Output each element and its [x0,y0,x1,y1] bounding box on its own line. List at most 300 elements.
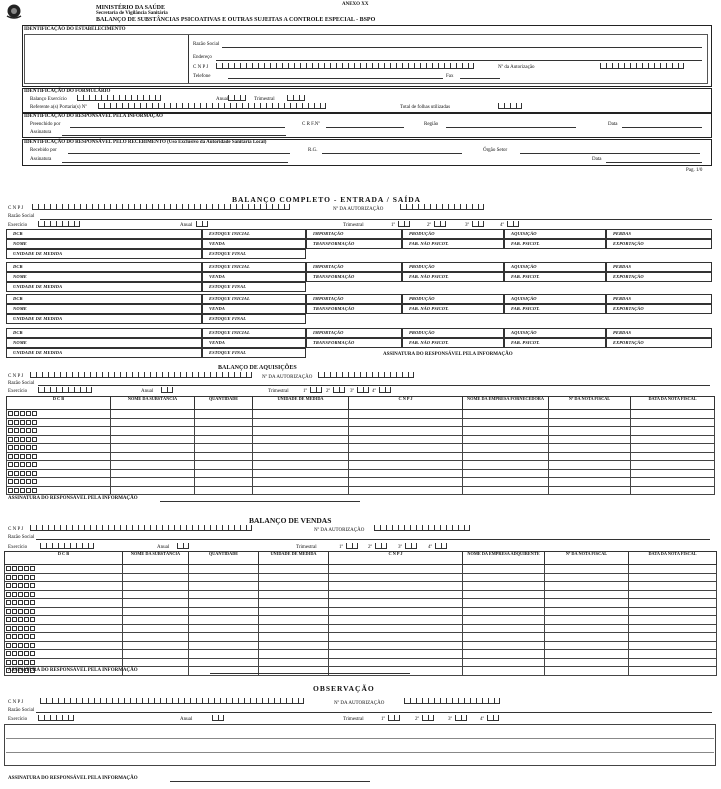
vd-cell[interactable] [329,650,463,659]
vd-cell[interactable] [5,633,123,642]
trimestral-checkbox[interactable] [287,95,305,102]
vd-cell[interactable] [123,641,189,650]
digit-box[interactable] [26,411,31,416]
aq-cell[interactable] [111,461,195,470]
aq-cell[interactable] [7,469,111,478]
aq-cell[interactable] [631,461,715,470]
vd-q2-checkbox[interactable] [375,543,387,550]
digit-box[interactable] [12,626,17,631]
aq-cell[interactable] [349,435,463,444]
vd-exercicio-input[interactable] [40,543,94,550]
vd-cnpj-input[interactable] [30,525,252,532]
digit-box[interactable] [20,488,25,493]
aq-cell[interactable] [195,469,253,478]
digit-box[interactable] [8,411,13,416]
digit-box[interactable] [6,609,11,614]
aq-cell[interactable] [463,435,549,444]
aq-cell[interactable] [7,410,111,419]
digit-box[interactable] [30,575,35,580]
vd-autorizacao-input[interactable] [374,525,470,532]
aq-cell[interactable] [631,486,715,495]
digit-box[interactable] [18,626,23,631]
vd-cell[interactable] [5,590,123,599]
vd-cell[interactable] [545,667,629,676]
vd-signature-line[interactable] [210,673,410,674]
digit-box[interactable] [14,411,19,416]
vd-cell[interactable] [123,582,189,591]
vd-cell[interactable] [189,616,259,625]
preenchido-input[interactable] [70,127,285,128]
aq-cell[interactable] [631,435,715,444]
digit-box[interactable] [24,609,29,614]
vd-cell[interactable] [123,599,189,608]
digit-box[interactable] [32,445,37,450]
vd-cell[interactable] [463,633,545,642]
digit-box[interactable] [30,660,35,665]
vd-cell[interactable] [545,599,629,608]
digit-box[interactable] [20,462,25,467]
vd-cell[interactable] [463,599,545,608]
vd-cell[interactable] [329,582,463,591]
digit-box[interactable] [12,660,17,665]
digit-box[interactable] [26,428,31,433]
vd-cell[interactable] [259,565,329,574]
vd-cell[interactable] [329,565,463,574]
vd-cell[interactable] [329,599,463,608]
vd-cell[interactable] [189,650,259,659]
vd-anual-checkbox[interactable] [177,543,189,550]
aq-cell[interactable] [111,410,195,419]
ob-q4-checkbox[interactable] [487,715,499,722]
aq-cell[interactable] [463,478,549,487]
aq-razao-input[interactable] [38,385,710,386]
bc-q4-checkbox[interactable] [507,221,519,228]
aq-cell[interactable] [463,444,549,453]
vd-cell[interactable] [259,582,329,591]
vd-cell[interactable] [463,565,545,574]
digit-box[interactable] [8,462,13,467]
vd-cell[interactable] [463,607,545,616]
digit-box[interactable] [20,479,25,484]
aq-cell[interactable] [7,461,111,470]
vd-cell[interactable] [545,658,629,667]
vd-cell[interactable] [5,582,123,591]
digit-box[interactable] [12,617,17,622]
aq-exercicio-input[interactable] [38,387,92,394]
bc-q1-checkbox[interactable] [398,221,410,228]
digit-box[interactable] [18,575,23,580]
vd-cell[interactable] [629,616,717,625]
vd-cell[interactable] [545,607,629,616]
vd-cell[interactable] [123,624,189,633]
digit-box[interactable] [14,454,19,459]
vd-cell[interactable] [629,650,717,659]
digit-box[interactable] [32,437,37,442]
digit-box[interactable] [20,420,25,425]
vd-cell[interactable] [629,667,717,676]
recebido-input[interactable] [68,153,290,154]
vd-cell[interactable] [629,565,717,574]
vd-cell[interactable] [329,573,463,582]
vd-razao-input[interactable] [36,539,710,540]
bc-autorizacao-input[interactable] [400,204,484,211]
bc-razao-input[interactable] [40,219,712,220]
digit-box[interactable] [8,454,13,459]
vd-cell[interactable] [123,616,189,625]
aq-cell[interactable] [111,469,195,478]
digit-box[interactable] [12,651,17,656]
vd-cell[interactable] [259,590,329,599]
digit-box[interactable] [32,411,37,416]
aq-cell[interactable] [549,469,631,478]
aq-cell[interactable] [195,461,253,470]
aq-cell[interactable] [195,486,253,495]
digit-box[interactable] [32,428,37,433]
observacao-textarea[interactable] [4,724,716,766]
digit-box[interactable] [24,617,29,622]
vd-cell[interactable] [629,590,717,599]
aq-q4-checkbox[interactable] [379,387,391,394]
vd-cell[interactable] [189,565,259,574]
vd-cell[interactable] [259,624,329,633]
vd-cell[interactable] [259,650,329,659]
digit-box[interactable] [6,626,11,631]
digit-box[interactable] [6,617,11,622]
aq-cell[interactable] [463,410,549,419]
vd-cell[interactable] [545,573,629,582]
aq-cell[interactable] [111,452,195,461]
aq-cell[interactable] [549,410,631,419]
aq-cell[interactable] [7,427,111,436]
digit-box[interactable] [6,634,11,639]
ob-anual-checkbox[interactable] [212,715,224,722]
vd-cell[interactable] [189,633,259,642]
aq-autorizacao-input[interactable] [318,372,414,379]
aq-cell[interactable] [549,452,631,461]
digit-box[interactable] [26,479,31,484]
vd-cell[interactable] [189,599,259,608]
digit-box[interactable] [18,617,23,622]
vd-cell[interactable] [329,624,463,633]
digit-box[interactable] [30,600,35,605]
vd-cell[interactable] [259,616,329,625]
vd-cell[interactable] [629,658,717,667]
digit-box[interactable] [12,566,17,571]
aq-anual-checkbox[interactable] [161,387,173,394]
razao-social-input[interactable] [222,47,702,48]
digit-box[interactable] [30,583,35,588]
aq-q2-checkbox[interactable] [333,387,345,394]
digit-box[interactable] [20,428,25,433]
bc-anual-checkbox[interactable] [196,221,208,228]
digit-box[interactable] [8,437,13,442]
digit-box[interactable] [24,566,29,571]
aq-cell[interactable] [349,486,463,495]
aq-cell[interactable] [7,418,111,427]
aq-cell[interactable] [253,427,349,436]
aq-cell[interactable] [111,435,195,444]
aq-cell[interactable] [253,444,349,453]
digit-box[interactable] [14,488,19,493]
digit-box[interactable] [8,428,13,433]
vd-cell[interactable] [259,573,329,582]
digit-box[interactable] [8,488,13,493]
digit-box[interactable] [12,592,17,597]
aq-cell[interactable] [349,461,463,470]
digit-box[interactable] [6,583,11,588]
vd-q4-checkbox[interactable] [435,543,447,550]
vd-cell[interactable] [5,650,123,659]
digit-box[interactable] [6,592,11,597]
digit-box[interactable] [24,600,29,605]
vd-cell[interactable] [629,624,717,633]
bc-cnpj-input[interactable] [32,204,290,211]
vd-cell[interactable] [329,590,463,599]
vd-cell[interactable] [329,616,463,625]
digit-box[interactable] [20,454,25,459]
digit-box[interactable] [26,437,31,442]
bc-q2-checkbox[interactable] [434,221,446,228]
digit-box[interactable] [18,651,23,656]
aq-cell[interactable] [463,418,549,427]
digit-box[interactable] [18,600,23,605]
cnpj-input[interactable] [216,63,474,70]
digit-box[interactable] [12,600,17,605]
digit-box[interactable] [24,634,29,639]
vd-cell[interactable] [5,616,123,625]
total-folhas-input[interactable] [498,103,522,110]
digit-box[interactable] [18,634,23,639]
vd-cell[interactable] [259,607,329,616]
digit-box[interactable] [30,609,35,614]
ob-q1-checkbox[interactable] [388,715,400,722]
vd-cell[interactable] [123,573,189,582]
crf-input[interactable] [326,127,404,128]
digit-box[interactable] [6,643,11,648]
digit-box[interactable] [26,488,31,493]
aq-cell[interactable] [195,444,253,453]
vd-cell[interactable] [463,667,545,676]
aq-cnpj-input[interactable] [30,372,252,379]
vd-cell[interactable] [189,658,259,667]
exercicio-input[interactable] [77,95,161,102]
aq-cell[interactable] [349,418,463,427]
aq-cell[interactable] [195,427,253,436]
aq-cell[interactable] [7,435,111,444]
vd-cell[interactable] [189,590,259,599]
vd-cell[interactable] [463,650,545,659]
aq-cell[interactable] [549,418,631,427]
digit-box[interactable] [24,626,29,631]
digit-box[interactable] [14,462,19,467]
digit-box[interactable] [12,634,17,639]
digit-box[interactable] [18,583,23,588]
digit-box[interactable] [20,471,25,476]
aq-cell[interactable] [349,444,463,453]
digit-box[interactable] [6,651,11,656]
aq-cell[interactable] [349,469,463,478]
vd-cell[interactable] [259,641,329,650]
vd-cell[interactable] [5,658,123,667]
aq-cell[interactable] [195,435,253,444]
vd-cell[interactable] [329,607,463,616]
aq-cell[interactable] [253,486,349,495]
ob-signature-line[interactable] [170,781,370,782]
vd-cell[interactable] [545,565,629,574]
digit-box[interactable] [26,454,31,459]
data-input[interactable] [622,127,702,128]
digit-box[interactable] [30,643,35,648]
aq-signature-line[interactable] [160,501,360,502]
digit-box[interactable] [20,437,25,442]
digit-box[interactable] [30,634,35,639]
vd-cell[interactable] [189,624,259,633]
aq-cell[interactable] [349,427,463,436]
digit-box[interactable] [30,566,35,571]
vd-q3-checkbox[interactable] [405,543,417,550]
digit-box[interactable] [14,479,19,484]
aq-cell[interactable] [111,486,195,495]
vd-cell[interactable] [629,582,717,591]
regiao-input[interactable] [446,127,576,128]
aq-cell[interactable] [111,418,195,427]
aq-cell[interactable] [253,435,349,444]
digit-box[interactable] [24,575,29,580]
portaria-input[interactable] [98,103,326,110]
digit-box[interactable] [32,471,37,476]
digit-box[interactable] [6,575,11,580]
digit-box[interactable] [24,583,29,588]
vd-cell[interactable] [5,565,123,574]
aq-cell[interactable] [253,418,349,427]
digit-box[interactable] [12,575,17,580]
aq-cell[interactable] [349,410,463,419]
vd-cell[interactable] [545,624,629,633]
anual-checkbox[interactable] [228,95,246,102]
vd-cell[interactable] [545,582,629,591]
vd-cell[interactable] [5,624,123,633]
aq-cell[interactable] [195,410,253,419]
digit-box[interactable] [6,660,11,665]
bc-exercicio-input[interactable] [38,221,80,228]
ob-q2-checkbox[interactable] [422,715,434,722]
digit-box[interactable] [18,609,23,614]
vd-cell[interactable] [189,607,259,616]
aq-cell[interactable] [253,410,349,419]
digit-box[interactable] [26,462,31,467]
vd-cell[interactable] [123,633,189,642]
aq-cell[interactable] [549,486,631,495]
digit-box[interactable] [14,445,19,450]
digit-box[interactable] [18,566,23,571]
digit-box[interactable] [26,420,31,425]
digit-box[interactable] [32,420,37,425]
digit-box[interactable] [30,617,35,622]
aq-cell[interactable] [349,452,463,461]
aq-cell[interactable] [463,427,549,436]
aq-cell[interactable] [195,478,253,487]
aq-cell[interactable] [549,461,631,470]
vd-cell[interactable] [123,650,189,659]
aq-q1-checkbox[interactable] [310,387,322,394]
digit-box[interactable] [14,471,19,476]
digit-box[interactable] [8,445,13,450]
aq-cell[interactable] [253,478,349,487]
aq-cell[interactable] [195,418,253,427]
digit-box[interactable] [18,643,23,648]
endereco-input[interactable] [216,60,702,61]
digit-box[interactable] [32,454,37,459]
vd-cell[interactable] [5,607,123,616]
vd-cell[interactable] [189,641,259,650]
aq-cell[interactable] [195,452,253,461]
aq-cell[interactable] [253,469,349,478]
aq-cell[interactable] [549,435,631,444]
vd-cell[interactable] [123,658,189,667]
aq-cell[interactable] [463,461,549,470]
assinatura-input[interactable] [62,135,286,136]
vd-cell[interactable] [5,641,123,650]
digit-box[interactable] [8,479,13,484]
aq-cell[interactable] [111,444,195,453]
digit-box[interactable] [20,445,25,450]
aq-cell[interactable] [7,486,111,495]
aq-cell[interactable] [463,469,549,478]
aq-cell[interactable] [7,452,111,461]
vd-cell[interactable] [463,624,545,633]
rg-input[interactable] [322,153,462,154]
telefone-input[interactable] [228,78,443,79]
digit-box[interactable] [24,660,29,665]
vd-cell[interactable] [259,658,329,667]
aq-q3-checkbox[interactable] [357,387,369,394]
digit-box[interactable] [14,437,19,442]
aq-cell[interactable] [111,478,195,487]
aq-cell[interactable] [631,444,715,453]
vd-cell[interactable] [5,573,123,582]
digit-box[interactable] [32,462,37,467]
autorizacao-input[interactable] [600,63,684,70]
digit-box[interactable] [24,651,29,656]
vd-cell[interactable] [545,641,629,650]
ob-autorizacao-input[interactable] [404,698,500,705]
digit-box[interactable] [32,488,37,493]
vd-cell[interactable] [463,641,545,650]
digit-box[interactable] [14,428,19,433]
aq-cell[interactable] [549,444,631,453]
aq-cell[interactable] [111,427,195,436]
receb-data-input[interactable] [606,162,702,163]
digit-box[interactable] [24,643,29,648]
vd-cell[interactable] [463,616,545,625]
ob-cnpj-input[interactable] [40,698,304,705]
vd-cell[interactable] [259,633,329,642]
vd-cell[interactable] [123,590,189,599]
digit-box[interactable] [14,420,19,425]
digit-box[interactable] [12,609,17,614]
digit-box[interactable] [26,471,31,476]
aq-cell[interactable] [463,486,549,495]
aq-cell[interactable] [631,427,715,436]
aq-cell[interactable] [463,452,549,461]
aq-cell[interactable] [631,410,715,419]
orgao-input[interactable] [520,153,700,154]
vd-cell[interactable] [545,633,629,642]
aq-cell[interactable] [631,418,715,427]
vd-cell[interactable] [463,658,545,667]
vd-cell[interactable] [463,582,545,591]
digit-box[interactable] [8,420,13,425]
